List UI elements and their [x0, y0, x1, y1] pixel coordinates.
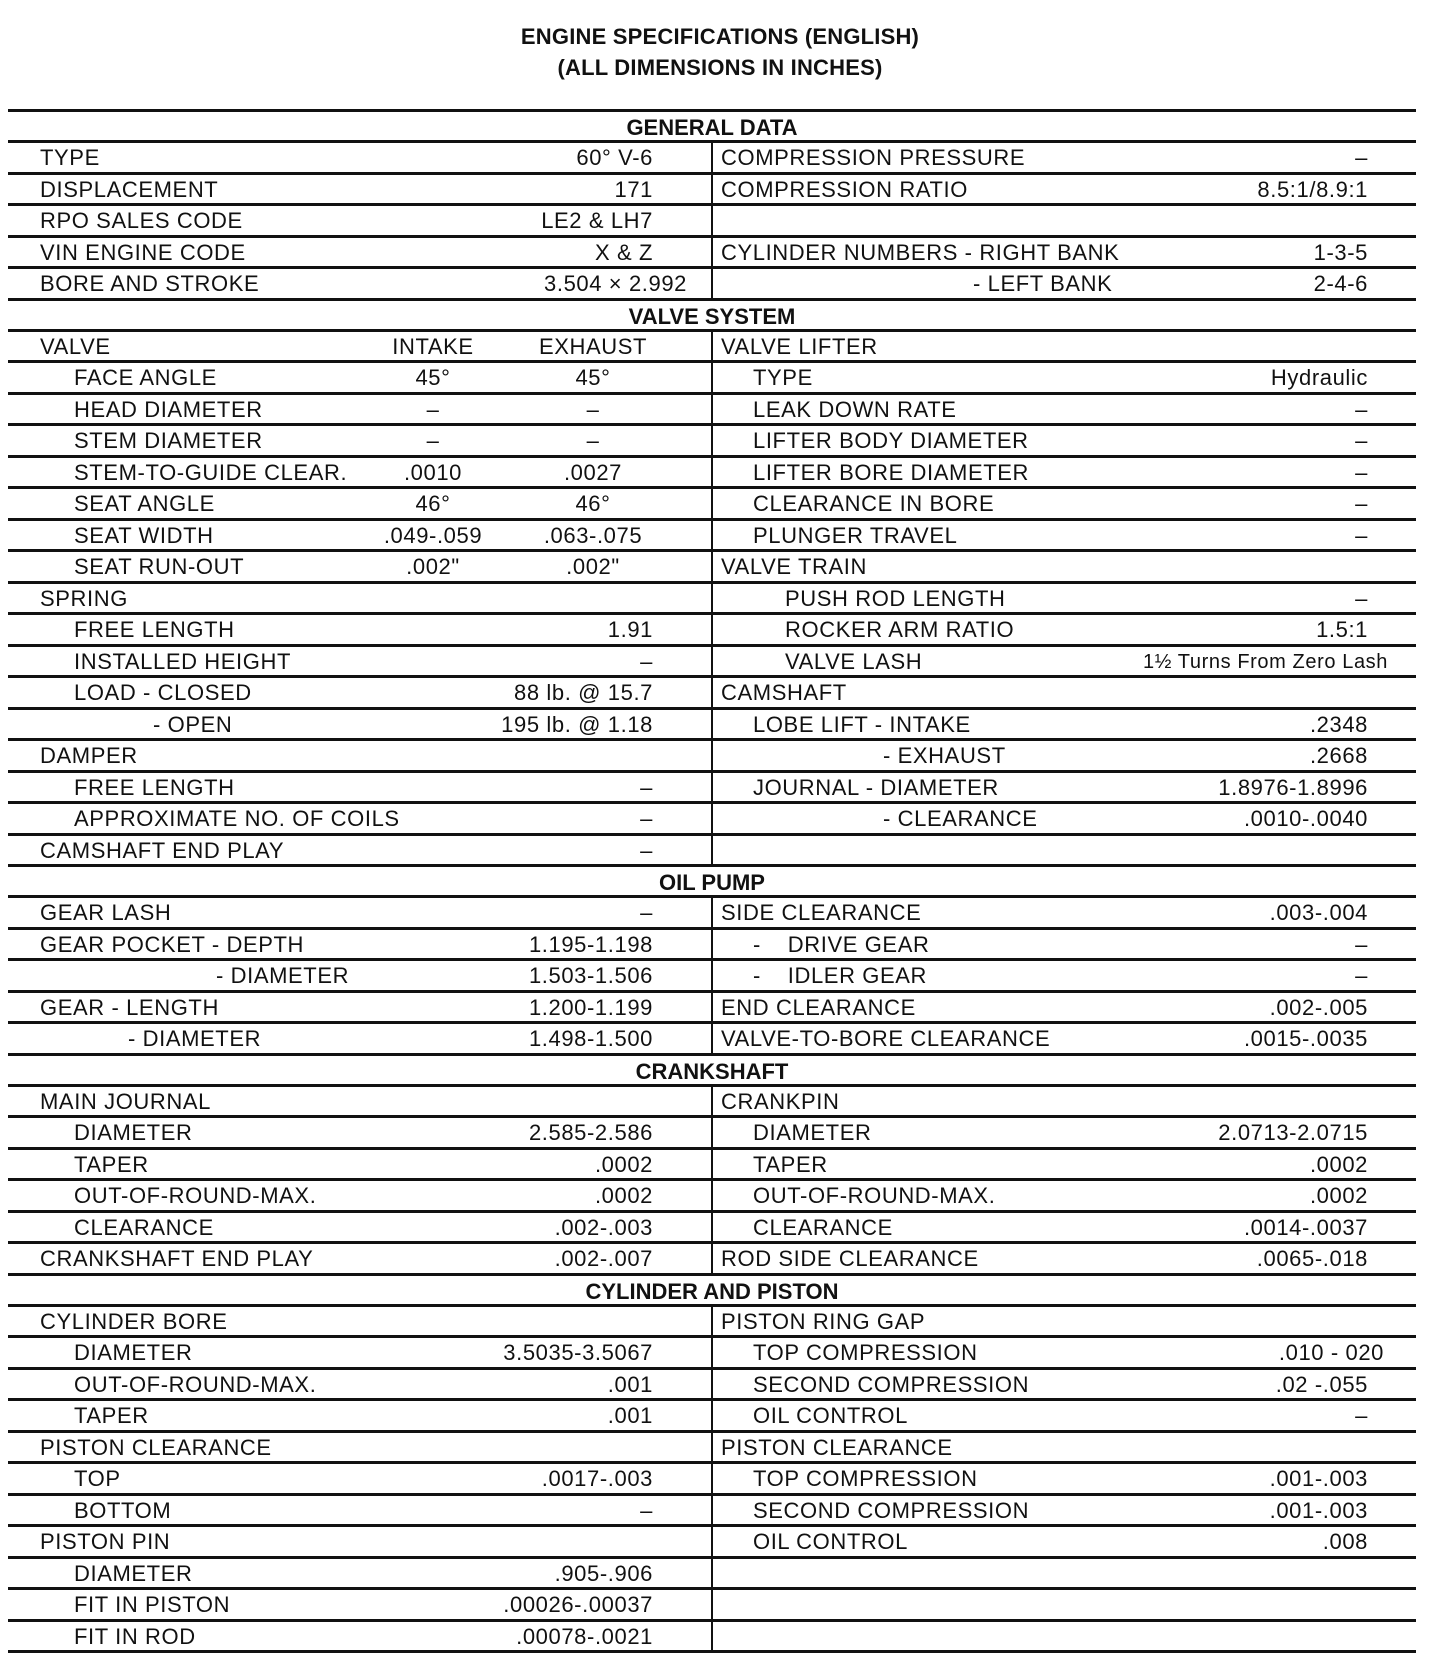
- table-row: [8, 1024, 1416, 1056]
- spec-label: TAPER: [753, 1151, 828, 1177]
- table-row: [8, 930, 1416, 962]
- spec-value: .02 -.055: [1275, 1371, 1368, 1397]
- spec-value: 171: [614, 176, 653, 202]
- spec-value: .0002: [594, 1183, 653, 1208]
- spec-value: .0002: [1309, 1151, 1368, 1177]
- spec-value: .2668: [1309, 743, 1368, 768]
- spec-value: .00078-.0021: [516, 1623, 653, 1649]
- table-row: [8, 584, 1416, 616]
- spec-value: .008: [1322, 1529, 1368, 1554]
- spec-label: TOP: [74, 1466, 121, 1491]
- spec-label: SECOND COMPRESSION: [753, 1371, 1030, 1397]
- spec-label: PLUNGER TRAVEL: [753, 522, 958, 548]
- spec-label: DIAMETER: [74, 1340, 193, 1365]
- table-row: [8, 615, 1416, 647]
- spec-label: LOBE LIFT - INTAKE: [753, 711, 971, 737]
- spec-label: CRANKSHAFT END PLAY: [40, 1246, 314, 1271]
- spec-label: DIAMETER: [74, 1560, 193, 1586]
- table-row: [8, 552, 1416, 584]
- spec-label: LIFTER BORE DIAMETER: [753, 459, 1030, 485]
- spec-value: –: [1355, 459, 1368, 485]
- spec-label: VALVE TRAIN: [721, 554, 867, 579]
- spec-label: FIT IN PISTON: [74, 1592, 231, 1617]
- spec-value: –: [1355, 931, 1368, 957]
- spec-value: .905-.906: [554, 1560, 653, 1586]
- spec-label: - DIAMETER: [128, 1026, 262, 1051]
- table-row: [8, 678, 1416, 710]
- spec-value: –: [1355, 585, 1368, 611]
- table-row: [8, 1559, 1416, 1591]
- section-heading: CYLINDER AND PISTON: [8, 1276, 1416, 1307]
- spec-label: FACE ANGLE: [74, 365, 217, 390]
- spec-value: 2-4-6: [1313, 271, 1368, 296]
- spec-label: CLEARANCE: [74, 1214, 214, 1240]
- table-row: [8, 1496, 1416, 1528]
- spec-value: .002-.005: [1269, 994, 1368, 1020]
- table-row: [8, 1622, 1416, 1654]
- spec-label: TOP COMPRESSION: [753, 1466, 978, 1491]
- spec-label: CAMSHAFT END PLAY: [40, 837, 285, 863]
- table-row: [8, 1244, 1416, 1276]
- spec-label: OUT-OF-ROUND-MAX.: [74, 1183, 317, 1208]
- spec-value: 3.5035-3.5067: [503, 1340, 653, 1365]
- spec-value: .0014-.0037: [1243, 1214, 1368, 1240]
- table-row: [8, 1307, 1416, 1339]
- spec-label: - EXHAUST: [883, 743, 1006, 768]
- table-row: [8, 710, 1416, 742]
- spec-value: .001-.003: [1269, 1466, 1368, 1491]
- spec-label: INSTALLED HEIGHT: [74, 648, 292, 674]
- spec-value: 1.5:1: [1316, 617, 1368, 642]
- table-row: [8, 836, 1416, 868]
- spec-label: MAIN JOURNAL: [40, 1088, 211, 1114]
- spec-label: CRANKPIN: [721, 1088, 840, 1114]
- spec-label: LOAD - CLOSED: [74, 680, 252, 705]
- spec-value: .0002: [594, 1151, 653, 1177]
- spec-label: VALVE LIFTER: [721, 333, 878, 359]
- spec-value: Hydraulic: [1270, 365, 1368, 390]
- table-row: [8, 521, 1416, 553]
- spec-value: 8.5:1/8.9:1: [1257, 176, 1368, 202]
- spec-value: .0002: [1309, 1183, 1368, 1208]
- table-row: [8, 458, 1416, 490]
- spec-label: CYLINDER NUMBERS - RIGHT BANK: [721, 239, 1120, 265]
- spec-value: –: [1355, 145, 1368, 170]
- section-heading: GENERAL DATA: [8, 112, 1416, 143]
- spec-value: .0010: [403, 459, 463, 485]
- column-header: EXHAUST: [538, 333, 648, 359]
- table-row: [8, 961, 1416, 993]
- spec-value: 1.8976-1.8996: [1218, 774, 1368, 800]
- table-row: [8, 1338, 1416, 1370]
- spec-value: 195 lb. @ 1.18: [501, 711, 653, 737]
- spec-label: CYLINDER BORE: [40, 1308, 228, 1334]
- table-row: [8, 773, 1416, 805]
- table-row: [8, 238, 1416, 270]
- spec-value: 88 lb. @ 15.7: [514, 680, 653, 705]
- spec-value: .010 - 020: [1278, 1340, 1384, 1365]
- spec-value: .063-.075: [543, 522, 643, 548]
- spec-label: SECOND COMPRESSION: [753, 1497, 1030, 1523]
- section-heading: OIL PUMP: [8, 867, 1416, 898]
- spec-value: 1-3-5: [1313, 239, 1368, 265]
- spec-label: CLEARANCE IN BORE: [753, 491, 995, 516]
- spec-label: TAPER: [74, 1151, 149, 1177]
- spec-label: STEM DIAMETER: [74, 428, 263, 453]
- spec-label: TYPE: [753, 365, 813, 390]
- table-row: [8, 1087, 1416, 1119]
- spec-label: ROCKER ARM RATIO: [785, 617, 1015, 642]
- spec-label: OIL CONTROL: [753, 1529, 908, 1554]
- spec-value: .001: [607, 1403, 653, 1428]
- spec-label: TYPE: [40, 145, 100, 170]
- spec-label: DIAMETER: [74, 1120, 193, 1145]
- table-row: [8, 1370, 1416, 1402]
- spec-label: OIL CONTROL: [753, 1403, 908, 1428]
- table-row: [8, 804, 1416, 836]
- spec-value: 1.91: [607, 617, 653, 642]
- spec-value: –: [640, 900, 653, 925]
- page-subtitle: (ALL DIMENSIONS IN INCHES): [557, 55, 883, 80]
- spec-value: .00026-.00037: [503, 1592, 653, 1617]
- spec-value: .001-.003: [1269, 1497, 1368, 1523]
- spec-value: .0010-.0040: [1243, 806, 1368, 831]
- table-row: [8, 1527, 1416, 1559]
- table-row: [8, 898, 1416, 930]
- spec-value: –: [1355, 963, 1368, 988]
- column-header: INTAKE: [392, 333, 474, 359]
- spec-value: 2.0713-2.0715: [1218, 1120, 1368, 1145]
- spec-value: 45°: [415, 365, 451, 390]
- spec-value: .001: [607, 1371, 653, 1397]
- table-row: [8, 175, 1416, 207]
- spec-value: –: [640, 1497, 653, 1523]
- spec-label: LEAK DOWN RATE: [753, 396, 957, 422]
- table-row: [8, 1401, 1416, 1433]
- spec-label: - IDLER GEAR: [753, 963, 928, 988]
- section-heading: VALVE SYSTEM: [8, 301, 1416, 332]
- page-title: ENGINE SPECIFICATIONS (ENGLISH): [520, 24, 920, 49]
- spec-label: SEAT WIDTH: [74, 522, 214, 548]
- spec-value: .0027: [563, 459, 623, 485]
- spec-label: - OPEN: [153, 711, 233, 737]
- spec-label: GEAR POCKET - DEPTH: [40, 931, 305, 957]
- table-row: [8, 1118, 1416, 1150]
- spec-label: APPROXIMATE NO. OF COILS: [74, 806, 400, 831]
- spec-label: CAMSHAFT: [721, 680, 847, 705]
- spec-label: GEAR - LENGTH: [40, 994, 219, 1020]
- table-row: [8, 395, 1416, 427]
- spec-label: - CLEARANCE: [883, 806, 1038, 831]
- spec-label: VALVE LASH: [785, 648, 923, 674]
- section-heading: CRANKSHAFT: [8, 1056, 1416, 1087]
- spec-label: - DIAMETER: [216, 963, 350, 988]
- spec-label: BORE AND STROKE: [40, 271, 260, 296]
- spec-value: –: [1355, 491, 1368, 516]
- spec-table: [8, 109, 1416, 1653]
- spec-value: 45°: [575, 365, 611, 390]
- spec-label: RPO SALES CODE: [40, 208, 243, 233]
- spec-value: 46°: [575, 491, 611, 516]
- table-row: [8, 489, 1416, 521]
- table-row: [8, 1464, 1416, 1496]
- spec-label: JOURNAL - DIAMETER: [753, 774, 999, 800]
- table-row: [8, 426, 1416, 458]
- spec-value: 1.195-1.198: [528, 931, 653, 957]
- spec-value: .002-.003: [554, 1214, 653, 1240]
- spec-value: –: [640, 806, 653, 831]
- spec-label: BOTTOM: [74, 1497, 172, 1523]
- spec-label: STEM-TO-GUIDE CLEAR.: [74, 459, 348, 485]
- table-row: [8, 741, 1416, 773]
- spec-label: ROD SIDE CLEARANCE: [721, 1246, 979, 1271]
- spec-value: .0015-.0035: [1243, 1026, 1368, 1051]
- spec-value: .0017-.003: [541, 1466, 653, 1491]
- spec-label: HEAD DIAMETER: [74, 396, 263, 422]
- spec-value: 3.504 × 2.992: [544, 271, 687, 296]
- table-row: [8, 206, 1416, 238]
- spec-value: –: [1355, 396, 1368, 422]
- spec-value: .002": [566, 554, 620, 579]
- spec-value: .002-.007: [554, 1246, 653, 1271]
- spec-value: 2.585-2.586: [528, 1120, 653, 1145]
- spec-value: 60° V-6: [576, 145, 653, 170]
- spec-label: SIDE CLEARANCE: [721, 900, 922, 925]
- spec-value: –: [640, 774, 653, 800]
- spec-value: .049-.059: [383, 522, 483, 548]
- spec-value: –: [426, 428, 440, 453]
- table-row: [8, 143, 1416, 175]
- spec-label: SPRING: [40, 585, 128, 611]
- table-row: [8, 1213, 1416, 1245]
- spec-value: –: [426, 396, 440, 422]
- spec-label: VALVE: [40, 333, 111, 359]
- spec-label: END CLEARANCE: [721, 994, 916, 1020]
- spec-label: DIAMETER: [753, 1120, 872, 1145]
- spec-label: DAMPER: [40, 743, 138, 768]
- spec-value: 1.200-1.199: [528, 994, 653, 1020]
- spec-label: PISTON PIN: [40, 1529, 171, 1554]
- spec-label: COMPRESSION RATIO: [721, 176, 968, 202]
- table-row: [8, 269, 1416, 301]
- spec-value: .2348: [1309, 711, 1368, 737]
- spec-value: –: [1355, 522, 1368, 548]
- spec-label: PISTON RING GAP: [721, 1308, 926, 1334]
- spec-value: 1.498-1.500: [528, 1026, 653, 1051]
- table-row: [8, 1181, 1416, 1213]
- spec-value: .0065-.018: [1256, 1246, 1368, 1271]
- table-row: [8, 1433, 1416, 1465]
- spec-label: FIT IN ROD: [74, 1623, 196, 1649]
- spec-label: DISPLACEMENT: [40, 176, 219, 202]
- spec-value: 1½ Turns From Zero Lash: [1142, 650, 1388, 673]
- spec-value: .003-.004: [1269, 900, 1368, 925]
- table-row: [8, 332, 1416, 364]
- spec-value: –: [1355, 1403, 1368, 1428]
- table-row: [8, 1590, 1416, 1622]
- spec-label: SEAT RUN-OUT: [74, 554, 245, 579]
- spec-label: OUT-OF-ROUND-MAX.: [74, 1371, 317, 1397]
- spec-label: VALVE-TO-BORE CLEARANCE: [721, 1026, 1051, 1051]
- spec-value: 46°: [415, 491, 451, 516]
- spec-label: SEAT ANGLE: [74, 491, 215, 516]
- spec-label: PISTON CLEARANCE: [40, 1434, 272, 1460]
- spec-value: .002": [406, 554, 460, 579]
- spec-label: TAPER: [74, 1403, 149, 1428]
- table-row: [8, 647, 1416, 679]
- spec-value: LE2 & LH7: [541, 208, 653, 233]
- spec-value: –: [640, 837, 653, 863]
- spec-label: PISTON CLEARANCE: [721, 1434, 953, 1460]
- table-row: [8, 363, 1416, 395]
- spec-label: FREE LENGTH: [74, 774, 235, 800]
- spec-value: X & Z: [594, 239, 653, 265]
- spec-value: –: [586, 428, 600, 453]
- spec-value: –: [586, 396, 600, 422]
- spec-label: - DRIVE GEAR: [753, 931, 930, 957]
- spec-label: PUSH ROD LENGTH: [785, 585, 1006, 611]
- spec-label: COMPRESSION PRESSURE: [721, 145, 1026, 170]
- table-row: [8, 993, 1416, 1025]
- spec-value: –: [1355, 428, 1368, 453]
- spec-label: GEAR LASH: [40, 900, 172, 925]
- spec-label: VIN ENGINE CODE: [40, 239, 246, 265]
- spec-label: LIFTER BODY DIAMETER: [753, 428, 1029, 453]
- spec-value: 1.503-1.506: [528, 963, 653, 988]
- spec-value: –: [640, 648, 653, 674]
- table-row: [8, 1150, 1416, 1182]
- spec-label: FREE LENGTH: [74, 617, 235, 642]
- spec-label: - LEFT BANK: [973, 271, 1113, 296]
- spec-label: CLEARANCE: [753, 1214, 893, 1240]
- spec-label: OUT-OF-ROUND-MAX.: [753, 1183, 996, 1208]
- spec-label: TOP COMPRESSION: [753, 1340, 978, 1365]
